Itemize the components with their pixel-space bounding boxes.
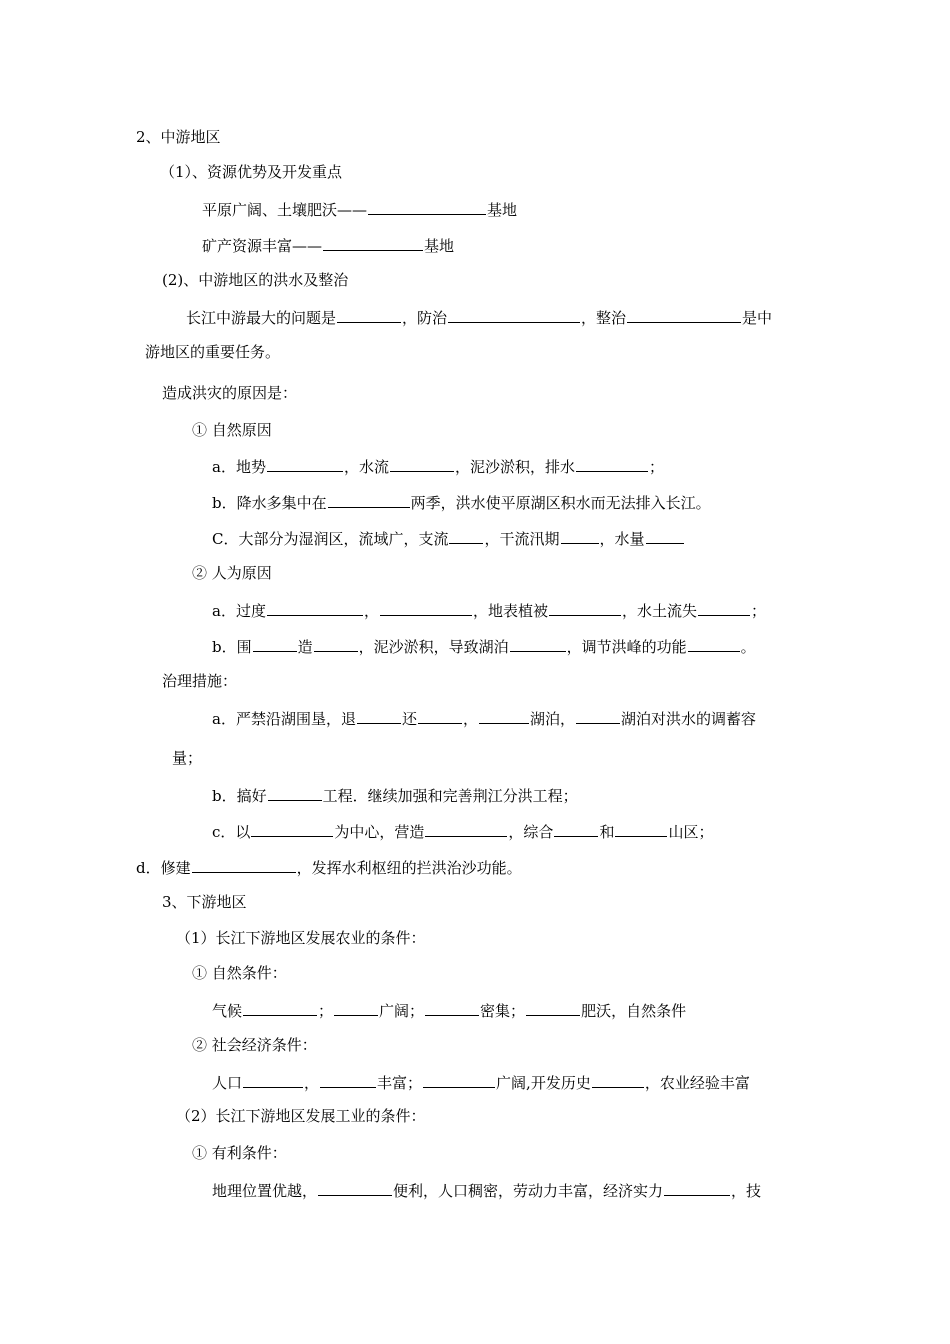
line-human-causes: ② 人为原因 <box>192 564 272 582</box>
answer-blank[interactable] <box>549 599 621 616</box>
line-reclamation: b．围 造 ，泥沙淤积，导致湖泊 ，调节洪峰的功能 。 <box>212 635 756 655</box>
answer-blank[interactable] <box>646 527 684 544</box>
line-climate: 气候 ； 广阔； 密集； 肥沃，自然条件 <box>212 999 686 1019</box>
line-rainfall: b．降水多集中在 两季，洪水使平原湖区积水而无法排入长江。 <box>212 491 711 511</box>
line-terrain: a．地势 ，水流 ，泥沙淤积，排水 ； <box>212 455 664 475</box>
answer-blank[interactable] <box>576 707 620 724</box>
answer-blank[interactable] <box>664 1179 730 1196</box>
heading-downstream: 3、下游地区 <box>162 893 247 911</box>
answer-blank[interactable] <box>253 635 297 652</box>
answer-blank[interactable] <box>449 527 483 544</box>
subheading-resources: （1）、资源优势及开发重点 <box>160 163 343 181</box>
line-population: 人口 ， 丰富； 广阔,开发历史 ，农业经验丰富 <box>212 1071 750 1091</box>
line-main-problem: 长江中游最大的问题是 ，防治 ，整治 是中 <box>186 306 772 326</box>
line-plain-base: 平原广阔、土壤肥沃—— 基地 <box>202 198 517 218</box>
answer-blank[interactable] <box>425 999 479 1016</box>
line-humid-region: C．大部分为湿润区，流域广，支流 ，干流汛期 ，水量 <box>212 527 685 547</box>
answer-blank[interactable] <box>267 455 343 472</box>
answer-blank[interactable] <box>698 599 750 616</box>
answer-blank[interactable] <box>526 999 580 1016</box>
line-favorable: ① 有利条件： <box>192 1144 287 1162</box>
line-location: 地理位置优越， 便利，人口稠密，劳动力丰富，经济实力 ，技 <box>212 1179 761 1199</box>
answer-blank[interactable] <box>510 635 566 652</box>
subheading-industry: （2）长江下游地区发展工业的条件： <box>176 1107 426 1125</box>
answer-blank[interactable] <box>243 999 317 1016</box>
answer-blank[interactable] <box>243 1071 303 1088</box>
answer-blank[interactable] <box>192 856 296 873</box>
line-measures: 治理措施： <box>162 672 238 690</box>
answer-blank[interactable] <box>627 306 741 323</box>
line-ban-reclamation: a．严禁沿湖围垦，退 还 ， 湖泊， 湖泊对洪水的调蓄容 <box>212 707 756 727</box>
subheading-flood: (2)、中游地区的洪水及整治 <box>162 271 349 289</box>
answer-blank[interactable] <box>615 820 667 837</box>
line-excessive: a．过度 ， ，地表植被 ，水土流失 ； <box>212 599 766 619</box>
line-natural-conditions: ① 自然条件： <box>192 964 287 982</box>
answer-blank[interactable] <box>368 198 486 215</box>
answer-blank[interactable] <box>328 491 410 508</box>
answer-blank[interactable] <box>592 1071 644 1088</box>
answer-blank[interactable] <box>418 707 462 724</box>
answer-blank[interactable] <box>314 635 358 652</box>
answer-blank[interactable] <box>323 234 423 251</box>
line-capacity: 量； <box>172 749 203 767</box>
answer-blank[interactable] <box>337 306 401 323</box>
answer-blank[interactable] <box>423 1071 495 1088</box>
line-project: b．搞好 工程．继续加强和完善荆江分洪工程； <box>212 784 578 804</box>
line-flood-causes: 造成洪灾的原因是： <box>162 384 298 402</box>
line-mineral-base: 矿产资源丰富—— 基地 <box>202 234 454 254</box>
answer-blank[interactable] <box>357 707 401 724</box>
line-important-task: 游地区的重要任务。 <box>145 343 281 361</box>
answer-blank[interactable] <box>688 635 740 652</box>
answer-blank[interactable] <box>576 455 648 472</box>
answer-blank[interactable] <box>390 455 454 472</box>
answer-blank[interactable] <box>318 1179 392 1196</box>
line-build: d．修建 ，发挥水利枢纽的拦洪治沙功能。 <box>136 856 522 876</box>
answer-blank[interactable] <box>267 599 363 616</box>
line-natural-causes: ① 自然原因 <box>192 421 272 439</box>
answer-blank[interactable] <box>425 820 507 837</box>
answer-blank[interactable] <box>268 784 322 801</box>
answer-blank[interactable] <box>334 999 378 1016</box>
answer-blank[interactable] <box>251 820 333 837</box>
line-center: c．以 为中心，营造 ，综合 和 山区； <box>212 820 713 840</box>
answer-blank[interactable] <box>448 306 580 323</box>
subheading-agriculture: （1）长江下游地区发展农业的条件： <box>176 929 426 947</box>
answer-blank[interactable] <box>554 820 598 837</box>
answer-blank[interactable] <box>561 527 599 544</box>
answer-blank[interactable] <box>380 599 472 616</box>
line-socioeconomic: ② 社会经济条件： <box>192 1036 317 1054</box>
heading-midstream: 2、中游地区 <box>136 128 221 146</box>
answer-blank[interactable] <box>479 707 529 724</box>
answer-blank[interactable] <box>320 1071 376 1088</box>
